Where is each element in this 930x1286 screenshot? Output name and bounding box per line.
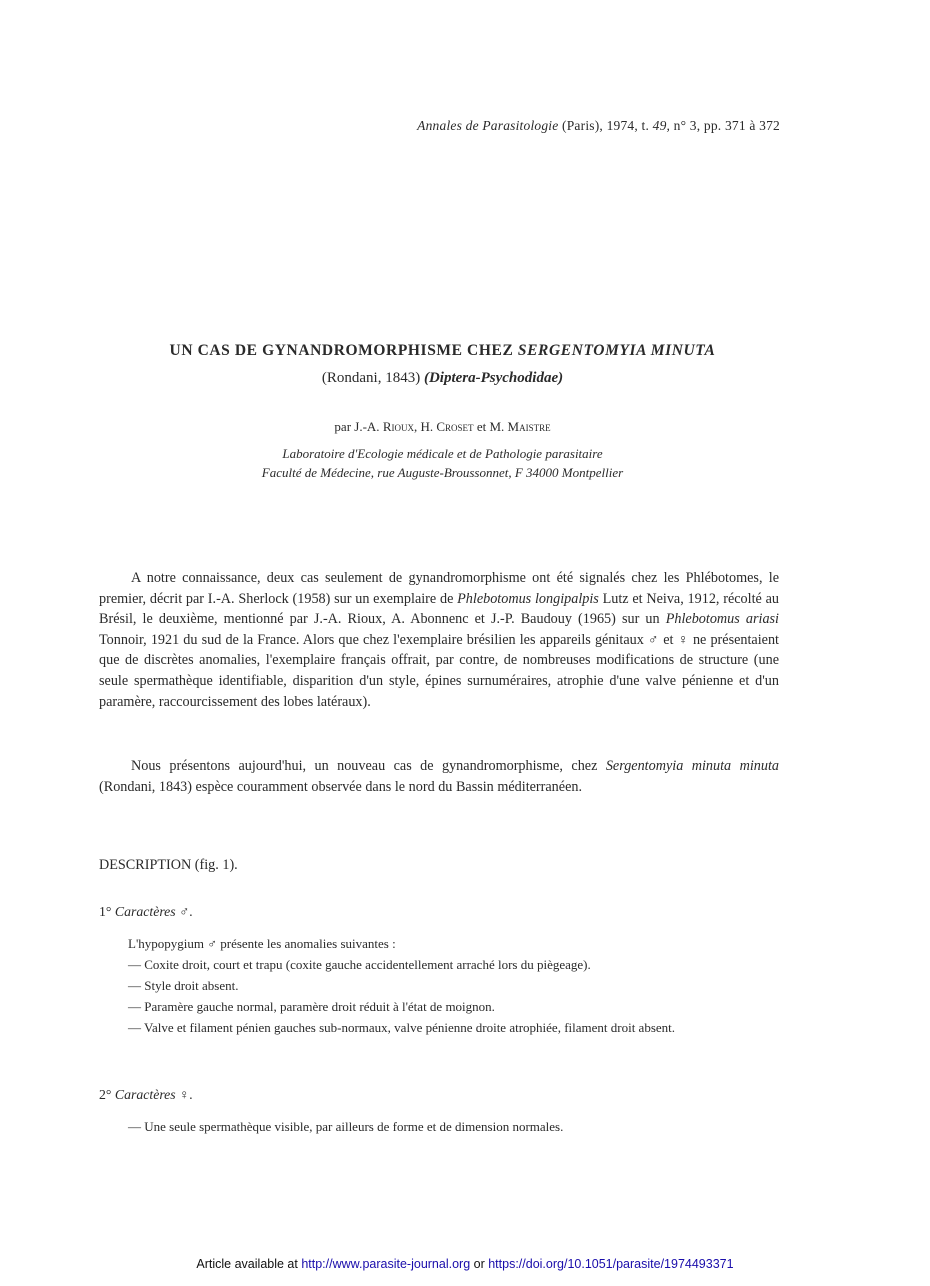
list-item: — Valve et filament pénien gauches sub-normaux, valve pénienne droite atrophiée, filament droit absent.: [128, 1020, 676, 1035]
title-line2-family: (Diptera-Psychodidae): [423, 370, 564, 386]
p1-text-2: Lutz et Neiva, 1912, récolté au Brésil, le deuxième, mentionné par J.-A. Rioux, A. Abonnenc et J.-P. Baudouy (1965) sur un: [99, 590, 779, 628]
male-intro: L'hypopygium ♂ présente les anomalies suivantes :: [128, 936, 396, 951]
list-item: — Paramère gauche normal, paramère droit réduit à l'état de moignon.: [128, 999, 495, 1014]
p1-species-1: Phlebotomus longipalpis: [457, 590, 599, 607]
journal-citation: [417, 118, 780, 134]
journal-rest: (Paris), 1974, t.: [558, 118, 653, 133]
section-female-heading: [99, 1087, 193, 1103]
p1-text-3: Tonnoir, 1921 du sud de la France. Alors que chez l'exemplaire brésilien les appareils génitaux ♂ et ♀ ne présentaient que de discrètes anomalies, l'exemplaire français offrait, par contre, de nombreuses modifications de structure (une seule spermathèque identifiable, disparition d'un style, épines surnuméraires, atrophie d'une valve pénienne et d'un paramère, raccourcissement des lobes latéraux).: [99, 631, 779, 710]
article-title-line2: [0, 370, 885, 387]
list-item: — Une seule spermathèque visible, par ailleurs de forme et de dimension normales.: [128, 1119, 564, 1134]
affiliation-line2: Faculté de Médecine, rue Auguste-Broussonnet, F 34000 Montpellier: [261, 465, 624, 480]
author-maistre: Maistre: [507, 419, 551, 434]
article-footer: [0, 1257, 930, 1271]
section-female-number: 2°: [99, 1087, 115, 1102]
section-male-heading: [99, 904, 193, 920]
journal-volume: 49,: [652, 118, 671, 133]
list-item: — Style droit absent.: [128, 978, 239, 993]
affiliation-line1: Laboratoire d'Ecologie médicale et de Pathologie parasitaire: [282, 446, 603, 461]
title-line1-species: SERGENTOMYIA MINUTA: [517, 342, 716, 359]
author-croset: Croset: [436, 419, 474, 434]
p2-species: Sergentomyia minuta minuta: [605, 758, 779, 774]
journal-link[interactable]: http://www.parasite-journal.org: [301, 1257, 471, 1271]
author-rioux: Rioux: [382, 419, 414, 434]
journal-issue-pages: n° 3, pp. 371 à 372: [670, 118, 780, 133]
section-male-number: 1°: [99, 904, 115, 919]
female-anomalies-list: [128, 1116, 778, 1137]
doi-link[interactable]: https://doi.org/10.1051/parasite/1974493371: [488, 1257, 734, 1271]
section-male-label: Caractères ♂.: [114, 904, 193, 919]
section-female-label: Caractères ♀.: [114, 1087, 193, 1102]
authors-sep2: et M.: [473, 419, 508, 434]
authors-sep1: , H.: [413, 419, 437, 434]
p1-text-1: A notre connaissance, deux cas seulement de gynandromorphisme ont été signalés chez les Phlébotomes, le premier, décrit par I.-A. Sherlock (1958) sur un exemplaire de: [99, 570, 779, 607]
list-item: — Coxite droit, court et trapu (coxite gauche accidentellement arraché lors du piègeage).: [128, 957, 591, 972]
authors-prefix: par J.-A.: [334, 419, 383, 434]
p1-species-2: Phlebotomus ariasi: [665, 611, 779, 628]
p2-text-1: Nous présentons aujourd'hui, un nouveau cas de gynandromorphisme, chez: [131, 758, 606, 774]
title-line1-plain: UN CAS DE GYNANDROMORPHISME CHEZ: [169, 342, 518, 359]
footer-prefix: Article available at: [196, 1257, 302, 1271]
authors-line: [0, 419, 885, 435]
journal-name: Annales de Parasitologie: [417, 118, 559, 133]
title-line2-plain: (Rondani, 1843): [321, 370, 424, 386]
p2-text-2: (Rondani, 1843) espèce couramment observée dans le nord du Bassin méditerranéen.: [99, 778, 583, 795]
male-anomalies-list: [128, 933, 778, 1038]
footer-or: or: [470, 1257, 489, 1271]
body-paragraph-2: [99, 756, 779, 797]
description-heading: DESCRIPTION (fig. 1).: [99, 857, 238, 873]
body-paragraph-1: [99, 568, 779, 712]
article-title-line1: [0, 342, 885, 360]
